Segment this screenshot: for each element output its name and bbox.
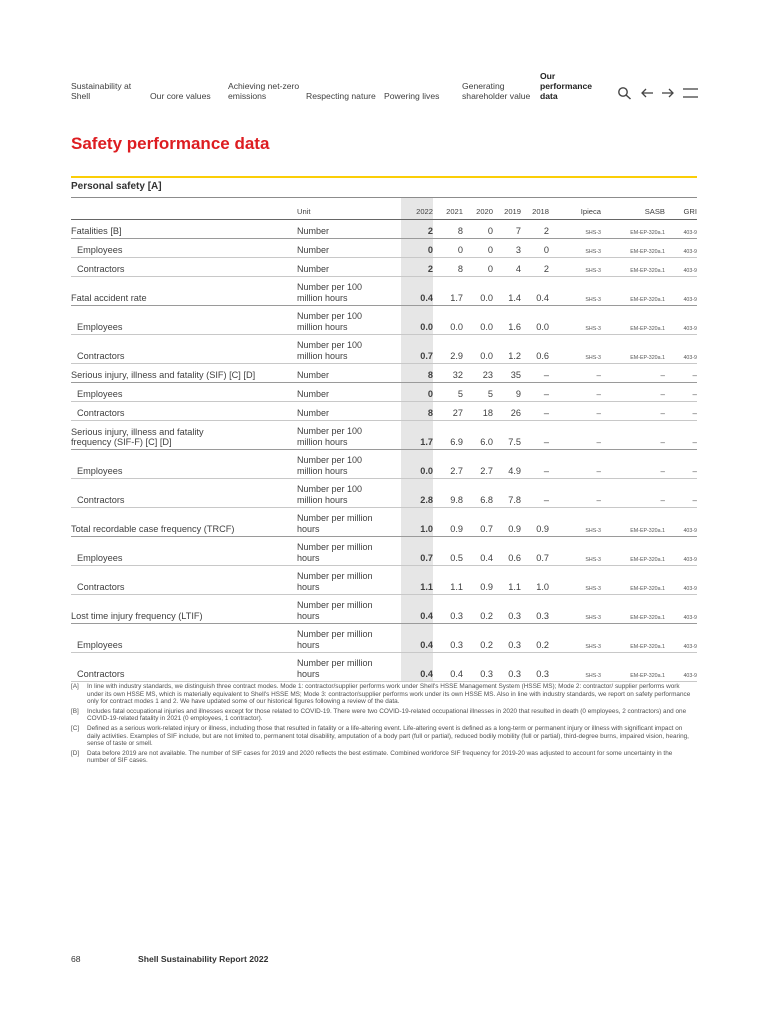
value-2022: 0.0 (401, 306, 433, 335)
unit-cell: Number per 100 million hours (297, 450, 401, 479)
table-row (71, 402, 697, 421)
value-2018: – (521, 402, 549, 421)
ipieca-code: – (549, 364, 601, 383)
gri-code: 403-9 (665, 537, 697, 566)
value-2019: 1.2 (493, 335, 521, 364)
unit-cell: Number per 100 million hours (297, 479, 401, 508)
sasb-code: EM-EP-320a.1 (601, 653, 665, 682)
value-2019: 0.3 (493, 595, 521, 624)
table-row (71, 277, 697, 306)
value-2021: 2.9 (433, 335, 463, 364)
gri-code: – (665, 383, 697, 402)
sasb-code: EM-EP-320a.1 (601, 239, 665, 258)
nav-item-respecting-nature[interactable]: Respecting nature (306, 91, 376, 101)
ipieca-code: SHS-3 (549, 335, 601, 364)
sasb-code: – (601, 479, 665, 508)
arrow-right-icon[interactable] (661, 86, 675, 100)
value-2019: 0.3 (493, 624, 521, 653)
gri-code: – (665, 402, 697, 421)
gri-code: – (665, 450, 697, 479)
header-2020: 2020 (463, 198, 493, 220)
value-2020: 0.2 (463, 595, 493, 624)
value-2021: 0 (433, 239, 463, 258)
header-2019: 2019 (493, 198, 521, 220)
gri-code: 403-9 (665, 239, 697, 258)
value-2020: 0.7 (463, 508, 493, 537)
unit-cell: Number per million hours (297, 537, 401, 566)
value-2019: 9 (493, 383, 521, 402)
value-2022: 8 (401, 364, 433, 383)
menu-icon[interactable] (683, 86, 698, 100)
value-2018: 2 (521, 258, 549, 277)
unit-cell: Number (297, 402, 401, 421)
metric-label: Serious injury, illness and fatality frequency (SIF-F) [C] [D] (71, 421, 297, 450)
metric-label: Total recordable case frequency (TRCF) (71, 508, 297, 537)
sasb-code: EM-EP-320a.1 (601, 624, 665, 653)
metric-label: Employees (71, 450, 297, 479)
value-2020: 2.7 (463, 450, 493, 479)
value-2020: 5 (463, 383, 493, 402)
header-ipieca: Ipieca (549, 198, 601, 220)
metric-label: Fatalities [B] (71, 220, 297, 239)
value-2022: 0.0 (401, 450, 433, 479)
metric-label: Contractors (71, 258, 297, 277)
metric-label: Employees (71, 624, 297, 653)
gri-code: 403-9 (665, 595, 697, 624)
value-2020: 0.0 (463, 306, 493, 335)
value-2020: 18 (463, 402, 493, 421)
unit-cell: Number per 100 million hours (297, 421, 401, 450)
footnote-tag: [D] (71, 749, 80, 757)
footnote-d (71, 750, 693, 765)
ipieca-code: – (549, 402, 601, 421)
value-2022: 0.7 (401, 537, 433, 566)
value-2022: 0 (401, 239, 433, 258)
table-row (71, 421, 697, 450)
sasb-code: EM-EP-320a.1 (601, 566, 665, 595)
unit-cell: Number per 100 million hours (297, 277, 401, 306)
ipieca-code: SHS-3 (549, 277, 601, 306)
ipieca-code: SHS-3 (549, 653, 601, 682)
value-2018: – (521, 383, 549, 402)
metric-label: Employees (71, 306, 297, 335)
sasb-code: EM-EP-320a.1 (601, 306, 665, 335)
value-2019: 3 (493, 239, 521, 258)
sasb-code: EM-EP-320a.1 (601, 277, 665, 306)
value-2020: 0 (463, 258, 493, 277)
unit-cell: Number (297, 239, 401, 258)
table-row (71, 364, 697, 383)
metric-label: Employees (71, 537, 297, 566)
value-2022: 2 (401, 258, 433, 277)
unit-cell: Number per million hours (297, 508, 401, 537)
unit-cell: Number per 100 million hours (297, 306, 401, 335)
value-2018: 0.3 (521, 595, 549, 624)
value-2019: 7.5 (493, 421, 521, 450)
metric-label: Contractors (71, 653, 297, 682)
unit-cell: Number (297, 364, 401, 383)
value-2019: 1.6 (493, 306, 521, 335)
table-row (71, 508, 697, 537)
ipieca-code: SHS-3 (549, 239, 601, 258)
table-row (71, 450, 697, 479)
value-2020: 0.2 (463, 624, 493, 653)
gri-code: 403-9 (665, 653, 697, 682)
metric-label: Fatal accident rate (71, 277, 297, 306)
value-2019: 35 (493, 364, 521, 383)
nav-item-our-core-values[interactable]: Our core values (150, 91, 211, 101)
value-2021: 8 (433, 258, 463, 277)
top-navigation (0, 0, 768, 110)
table-row (71, 383, 697, 402)
table-row (71, 258, 697, 277)
value-2018: 0.4 (521, 277, 549, 306)
ipieca-code: – (549, 450, 601, 479)
value-2019: 0.6 (493, 537, 521, 566)
value-2020: 6.0 (463, 421, 493, 450)
metric-label: Employees (71, 239, 297, 258)
footnote-b (71, 708, 693, 723)
sasb-code: – (601, 450, 665, 479)
nav-item-our-performance-data[interactable]: Our performance data (540, 71, 593, 101)
table-row (71, 653, 697, 682)
value-2021: 1.1 (433, 566, 463, 595)
metric-label: Serious injury, illness and fatality (SIF) [C] [D] (71, 364, 297, 383)
header-gri: GRI (665, 198, 697, 220)
header-2021: 2021 (433, 198, 463, 220)
footnote-text: Data before 2019 are not available. The number of SIF cases for 2019 and 2020 reflects the best estimate. Combined workforce SIF frequency for 2019-20 was adjusted to account for some uncertainty in the number of SIF cases. (87, 749, 673, 765)
nav-item-achieving-net-zero[interactable]: Achieving net-zero emissions (228, 81, 300, 101)
metric-label: Contractors (71, 566, 297, 595)
unit-cell: Number (297, 220, 401, 239)
header-unit: Unit (297, 198, 401, 220)
value-2020: 0.9 (463, 566, 493, 595)
header-2022: 2022 (401, 198, 433, 220)
value-2020: 0.0 (463, 277, 493, 306)
sasb-code: EM-EP-320a.1 (601, 537, 665, 566)
arrow-left-icon[interactable] (640, 86, 654, 100)
table-row (71, 595, 697, 624)
footnote-text: In line with industry standards, we distinguish three contract modes. Mode 1: contractor/supplier performs work under Shell's HSSE Management System (HSSE MS); Mode 2: contractor/ supplier performs work under its own HSSE MS, which is materially equivalent to Shell's HSSE MS; Mode 3: contractor/supplier performs work under its own HSSE MS. Also in line with industry standards, we report on safety performance only for contract modes 1 and 2. We have updated some of our historical figures following a review of the data. (87, 683, 691, 706)
value-2018: – (521, 421, 549, 450)
value-2019: 1.1 (493, 566, 521, 595)
gri-code: 403-9 (665, 566, 697, 595)
gri-code: 403-9 (665, 306, 697, 335)
unit-cell: Number per million hours (297, 566, 401, 595)
value-2018: 0.9 (521, 508, 549, 537)
sasb-code: – (601, 383, 665, 402)
footnote-a (71, 683, 693, 706)
value-2020: 0 (463, 239, 493, 258)
sasb-code: EM-EP-320a.1 (601, 335, 665, 364)
ipieca-code: SHS-3 (549, 595, 601, 624)
header-sasb: SASB (601, 198, 665, 220)
value-2020: 23 (463, 364, 493, 383)
value-2022: 0.4 (401, 624, 433, 653)
footnote-tag: [B] (71, 707, 79, 715)
sasb-code: EM-EP-320a.1 (601, 258, 665, 277)
value-2020: 0.3 (463, 653, 493, 682)
metric-label: Lost time injury frequency (LTIF) (71, 595, 297, 624)
sasb-code: – (601, 364, 665, 383)
value-2021: 0.3 (433, 595, 463, 624)
value-2018: 0.2 (521, 624, 549, 653)
value-2018: 0.6 (521, 335, 549, 364)
value-2021: 0.0 (433, 306, 463, 335)
value-2021: 8 (433, 220, 463, 239)
header-2018: 2018 (521, 198, 549, 220)
sasb-code: EM-EP-320a.1 (601, 508, 665, 537)
gri-code: 403-9 (665, 508, 697, 537)
page-title: Safety performance data (71, 134, 270, 153)
gri-code: 403-9 (665, 220, 697, 239)
ipieca-code: SHS-3 (549, 258, 601, 277)
value-2022: 1.1 (401, 566, 433, 595)
ipieca-code: SHS-3 (549, 306, 601, 335)
footnote-tag: [A] (71, 683, 79, 690)
value-2022: 0.4 (401, 277, 433, 306)
value-2022: 0.4 (401, 595, 433, 624)
gri-code: – (665, 364, 697, 383)
ipieca-code: SHS-3 (549, 537, 601, 566)
nav-item-generating-shareholder-value[interactable]: Generating shareholder value (462, 81, 531, 101)
footnotes (71, 683, 693, 767)
value-2018: 0.7 (521, 537, 549, 566)
nav-item-sustainability-at-shell[interactable]: Sustainability at Shell (71, 81, 132, 101)
value-2021: 1.7 (433, 277, 463, 306)
table-row (71, 537, 697, 566)
metric-label: Employees (71, 383, 297, 402)
unit-cell: Number per million hours (297, 653, 401, 682)
ipieca-code: SHS-3 (549, 624, 601, 653)
value-2019: 4 (493, 258, 521, 277)
gri-code: 403-9 (665, 624, 697, 653)
value-2018: 0.0 (521, 306, 549, 335)
gri-code: – (665, 479, 697, 508)
value-2018: 0.3 (521, 653, 549, 682)
value-2019: 1.4 (493, 277, 521, 306)
ipieca-code: SHS-3 (549, 220, 601, 239)
table-row (71, 566, 697, 595)
value-2022: 0.4 (401, 653, 433, 682)
value-2018: – (521, 364, 549, 383)
table-header-row (71, 198, 697, 220)
metric-label: Contractors (71, 335, 297, 364)
sasb-code: EM-EP-320a.1 (601, 220, 665, 239)
unit-cell: Number per million hours (297, 624, 401, 653)
value-2022: 1.7 (401, 421, 433, 450)
header-metric (71, 198, 297, 220)
search-icon[interactable] (617, 86, 633, 100)
metric-label: Contractors (71, 479, 297, 508)
report-title: Shell Sustainability Report 2022 (138, 954, 269, 964)
sasb-code: – (601, 402, 665, 421)
value-2019: 0.9 (493, 508, 521, 537)
sasb-code: – (601, 421, 665, 450)
value-2018: 1.0 (521, 566, 549, 595)
value-2021: 2.7 (433, 450, 463, 479)
ipieca-code: – (549, 479, 601, 508)
safety-data-table (71, 198, 697, 682)
gri-code: 403-9 (665, 258, 697, 277)
value-2022: 2.8 (401, 479, 433, 508)
value-2021: 0.4 (433, 653, 463, 682)
table-row (71, 306, 697, 335)
value-2021: 0.9 (433, 508, 463, 537)
footnote-c (71, 725, 693, 748)
ipieca-code: – (549, 421, 601, 450)
unit-cell: Number per million hours (297, 595, 401, 624)
value-2018: 0 (521, 239, 549, 258)
value-2021: 6.9 (433, 421, 463, 450)
nav-item-powering-lives[interactable]: Powering lives (384, 91, 440, 101)
value-2019: 4.9 (493, 450, 521, 479)
footnote-text: Includes fatal occupational injuries and illnesses except for those related to COVID-19. There were two COVID-19-related occupational illnesses in 2020 that resulted in death (0 employees, 2 contractors) and one COVID-19-related fatality in 2021 (0 employees, 1 contractor). (87, 707, 687, 723)
ipieca-code: SHS-3 (549, 508, 601, 537)
table-row (71, 335, 697, 364)
value-2019: 26 (493, 402, 521, 421)
value-2022: 0 (401, 383, 433, 402)
value-2022: 2 (401, 220, 433, 239)
value-2021: 32 (433, 364, 463, 383)
value-2021: 0.5 (433, 537, 463, 566)
table-row (71, 624, 697, 653)
gri-code: 403-9 (665, 277, 697, 306)
footnote-tag: [C] (71, 724, 80, 732)
unit-cell: Number (297, 258, 401, 277)
value-2021: 0.3 (433, 624, 463, 653)
section-divider (71, 176, 697, 178)
ipieca-code: – (549, 383, 601, 402)
value-2019: 7.8 (493, 479, 521, 508)
value-2020: 0 (463, 220, 493, 239)
value-2022: 1.0 (401, 508, 433, 537)
value-2022: 0.7 (401, 335, 433, 364)
gri-code: – (665, 421, 697, 450)
value-2020: 0.4 (463, 537, 493, 566)
value-2021: 27 (433, 402, 463, 421)
value-2019: 7 (493, 220, 521, 239)
metric-label: Contractors (71, 402, 297, 421)
value-2020: 0.0 (463, 335, 493, 364)
value-2020: 6.8 (463, 479, 493, 508)
unit-cell: Number per 100 million hours (297, 335, 401, 364)
table-row (71, 479, 697, 508)
value-2018: – (521, 450, 549, 479)
footnote-text: Defined as a serious work-related injury or illness, including those that resulted in fatality or a life-altering event. Life-altering event is defined as a long-term or permanent injury or illness with significant impact on daily activities. Examples of SIF include, but are not limited to, permanent total disability, amputation of a body part (full or partial), reduced bodily mobility (full or partial), third-degree burns, impaired vision, hearing, sense of taste or smell. (87, 724, 689, 748)
value-2022: 8 (401, 402, 433, 421)
value-2021: 9.8 (433, 479, 463, 508)
value-2018: 2 (521, 220, 549, 239)
value-2021: 5 (433, 383, 463, 402)
sasb-code: EM-EP-320a.1 (601, 595, 665, 624)
value-2019: 0.3 (493, 653, 521, 682)
ipieca-code: SHS-3 (549, 566, 601, 595)
gri-code: 403-9 (665, 335, 697, 364)
value-2018: – (521, 479, 549, 508)
unit-cell: Number (297, 383, 401, 402)
table-body (71, 220, 697, 682)
page-number: 68 (71, 954, 81, 964)
table-row (71, 220, 697, 239)
table-row (71, 239, 697, 258)
section-heading: Personal safety [A] (71, 181, 162, 192)
